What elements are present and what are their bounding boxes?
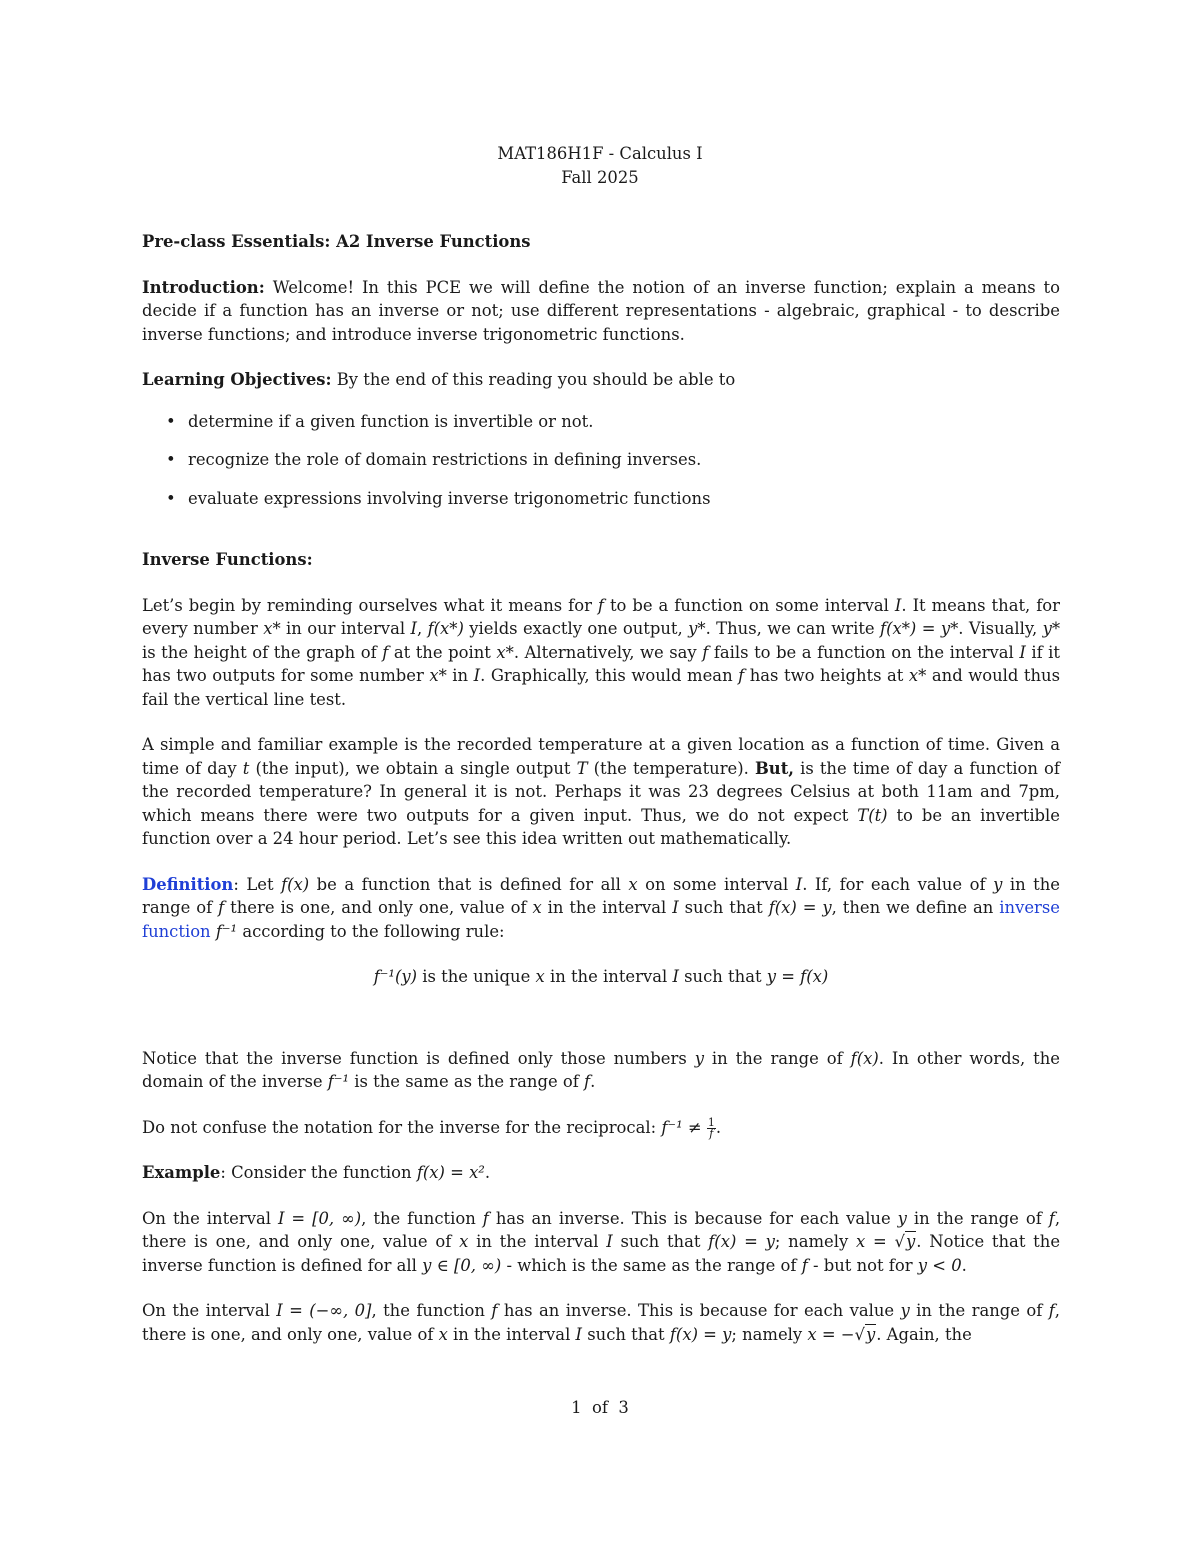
text-run: according to the following rule: [237,921,505,941]
text-run: has an inverse. This is because for each value [488,1208,898,1228]
text-run: . It means that, for every number [142,595,1060,638]
math-expr: f⁻¹ [215,921,238,941]
text-run: . In other words, the domain of the inverse [142,1048,1060,1091]
math-var: I [672,898,679,917]
text-run: is the time of day a function of the recorded temperature? In general it is not. Perhaps it was 23 degrees Celsius at both 11am and 7pm, which means there were two outputs for a given input. Thus, we do not expect [142,758,1060,825]
text-run: , the function [361,1208,483,1228]
text-run: in the interval [541,898,673,917]
temperature-example-paragraph [142,733,1060,851]
fraction-denominator: f [709,1127,714,1141]
text-run: in the range of [909,1301,1049,1321]
math-expr: f(x) = y [708,1232,775,1252]
document-header [0,142,1200,190]
text-run: be a function that is defined for all [309,874,629,894]
text-run: - but not for [807,1255,918,1275]
text-run: , the function [371,1301,492,1321]
math-var: x* [263,619,281,638]
section-heading-inverse-functions: Inverse Functions: [142,550,313,569]
text-run: fails to be a function on the interval [708,642,1020,662]
text-run: is the height of the graph of [142,642,383,662]
text-run: . Notice that the inverse function is defined for all [142,1232,1061,1275]
text-run: in the range of [906,1208,1049,1228]
text-run: in the interval [447,1324,576,1344]
objectives-paragraph [142,368,1060,392]
text-run: in our interval [280,619,411,638]
math-expr: x = −√ [807,1324,865,1344]
math-expr: f(x*) = y* [880,619,959,638]
math-var: T [576,758,588,778]
text-run: such that [612,1232,709,1252]
text-run: if it has two outputs for some number [142,642,1060,685]
inverse-function-term: inverse function [142,898,1060,941]
text-run: such that [678,898,769,917]
math-var: I [795,874,803,894]
text-run: . Again, the [876,1324,972,1344]
math-var: f [1048,1301,1055,1321]
math-var: x [628,874,638,894]
math-expr: f(x*) [427,619,464,638]
math-var: y [900,1301,910,1321]
example-paragraph [142,1161,1060,1185]
math-var: I [1019,642,1026,662]
negative-interval-paragraph [142,1299,1060,1346]
text-run: such that [582,1324,670,1344]
text-run: Let’s begin by reminding ourselves what it means for [142,595,598,615]
math-var: f [597,595,604,615]
emphasis-but: But, [754,758,794,778]
text-run: on some interval [637,874,796,894]
math-var: I [575,1324,583,1344]
text-run: to be an invertible function over a 24 hour period. Let’s see this idea written out mathematically. [142,805,1060,848]
math-var: I [410,619,417,638]
math-var: I [473,666,481,685]
example-label: Example [142,1163,221,1183]
math-expr: f⁻¹ [327,1072,350,1091]
sqrt-radicand: y [865,1324,876,1344]
math-var: I [606,1232,613,1252]
page-of: of [592,1398,608,1417]
text-run: On the interval [142,1208,278,1228]
text-run: ; namely [774,1232,857,1252]
text-run: in the interval [468,1232,607,1252]
text-run: : Consider the function [220,1163,417,1183]
definition-display-equation [142,965,1060,989]
text-run: in the interval [544,967,673,986]
introduction-label: Introduction: [142,277,265,297]
list-item: • evaluate expressions involving inverse trigonometric functions [166,487,1060,511]
fraction-numerator: 1 [707,1116,715,1130]
term: Fall 2025 [561,168,639,187]
math-var: x* [908,666,927,685]
text-run: . Visually, [958,619,1043,638]
math-expr: f(x) [281,874,310,894]
text-run: has two heights at [744,666,909,685]
math-expr: y ∈ [0, ∞) [422,1255,502,1275]
document-body [142,230,1060,1346]
text-run: , [416,619,428,638]
text-run: in [446,666,474,685]
page-total: 3 [618,1398,629,1417]
math-expr: I = (−∞, 0] [276,1301,372,1321]
list-item: • recognize the role of domain restrictions in defining inverses. [166,448,1060,472]
text-run: . Graphically, this would mean [480,666,739,685]
math-var: f [738,666,745,685]
math-expr: y < 0 [917,1255,962,1275]
reciprocal-warning-paragraph [142,1116,1060,1140]
text-run: . [590,1072,596,1091]
math-expr: I = [0, ∞) [277,1208,362,1228]
introduction-text: Welcome! In this PCE we will define the notion of an inverse function; explain a means to decide if a function has an inverse or not; use different representations - algebraic, graphical - to describe inverse functions; and introduce inverse trigonometric functions. [142,277,1060,344]
page-number: 1 [571,1398,582,1417]
text-run: at the point [388,642,497,662]
text-run: . [484,1163,491,1183]
math-var: t [242,758,250,778]
objectives-list [142,410,1060,511]
math-var: f [482,1208,489,1228]
text-run: to be a function on some interval [603,595,895,615]
text-run: yields exactly one output, [463,619,689,638]
text-run: , there is one, and only one, value of [142,1301,1061,1344]
text-run: has an inverse. This is because for each value [497,1301,901,1321]
text-run: - which is the same as the range of [501,1255,802,1275]
math-expr: x = √ [856,1232,905,1252]
math-var: f [218,898,225,917]
page-footer [0,1396,1200,1420]
course-title: MAT186H1F - Calculus I [497,144,703,163]
objectives-label: Learning Objectives: [142,370,332,389]
text-run: , there is one, and only one, value of [142,1208,1061,1252]
math-var: y* [688,619,706,638]
text-run: ; namely [731,1324,808,1344]
reciprocal-fraction [707,1118,716,1139]
document-title: Pre-class Essentials: A2 Inverse Functions [142,232,531,251]
math-expr: f(x) = y [669,1324,732,1344]
introduction-paragraph [142,276,1060,347]
text-run: . Thus, we can write [705,619,881,638]
math-expr: T(t) [857,805,888,825]
text-run: , then we define an [831,898,1000,917]
text-run: is the same as the range of [349,1072,585,1091]
math-var: f [584,1072,591,1091]
math-var: I [672,967,679,986]
sqrt-radicand: y [905,1232,916,1252]
definition-label: Definition [142,874,234,894]
text-run: A simple and familiar example is the recorded temperature at a given location as a function of time. Given a time of day [142,735,1060,778]
math-var: f [801,1255,808,1275]
math-expr: y = f(x) [766,967,829,986]
math-var: x [535,967,545,986]
math-expr: f(x) [850,1048,879,1068]
math-expr: f(x) = x² [416,1163,485,1183]
text-run: : Let [233,874,282,894]
math-var: y [694,1048,704,1068]
text-run: . [961,1255,967,1275]
text-run: Notice that the inverse function is defined only those numbers [142,1048,695,1068]
text-run: in the range of [703,1048,851,1068]
objectives-text: By the end of this reading you should be able to [331,370,736,389]
math-var: x* [496,642,514,662]
math-var: y [993,874,1003,894]
text-run: (the input), we obtain a single output [249,758,577,778]
math-var: y* [1042,619,1061,638]
math-expr: f⁻¹ ≠ [661,1117,707,1137]
math-expr: f⁻¹(y) [373,967,418,986]
text-run: such that [678,967,767,986]
text-run: . Alternatively, we say [513,642,703,662]
text-run: (the temperature). [587,758,755,778]
math-var: f [1048,1208,1055,1228]
math-var: f [702,642,709,662]
math-var: x [532,898,542,917]
positive-interval-paragraph [142,1207,1060,1278]
text-run: . If, for each value of [802,874,994,894]
text-run: in the range of [142,874,1060,917]
text-run: is the unique [417,967,536,986]
text-run: there is one, and only one, value of [224,898,533,917]
definition-paragraph [142,873,1060,944]
text-run: . [715,1117,722,1137]
domain-notice-paragraph [142,1047,1060,1094]
text-run: On the interval [142,1301,277,1321]
list-item: • determine if a given function is invertible or not. [166,410,1060,434]
math-var: x* [429,666,447,685]
math-var: I [894,595,902,615]
math-var: y [897,1208,907,1228]
math-var: f [491,1301,498,1321]
text-run: Do not confuse the notation for the inverse for the reciprocal: [142,1117,662,1137]
math-var: f [382,642,389,662]
function-definition-paragraph [142,594,1060,712]
math-var: x [438,1324,448,1344]
math-expr: f(x) = y [768,898,832,917]
text-run: and would thus fail the vertical line test. [142,666,1061,709]
math-var: x [459,1232,469,1252]
